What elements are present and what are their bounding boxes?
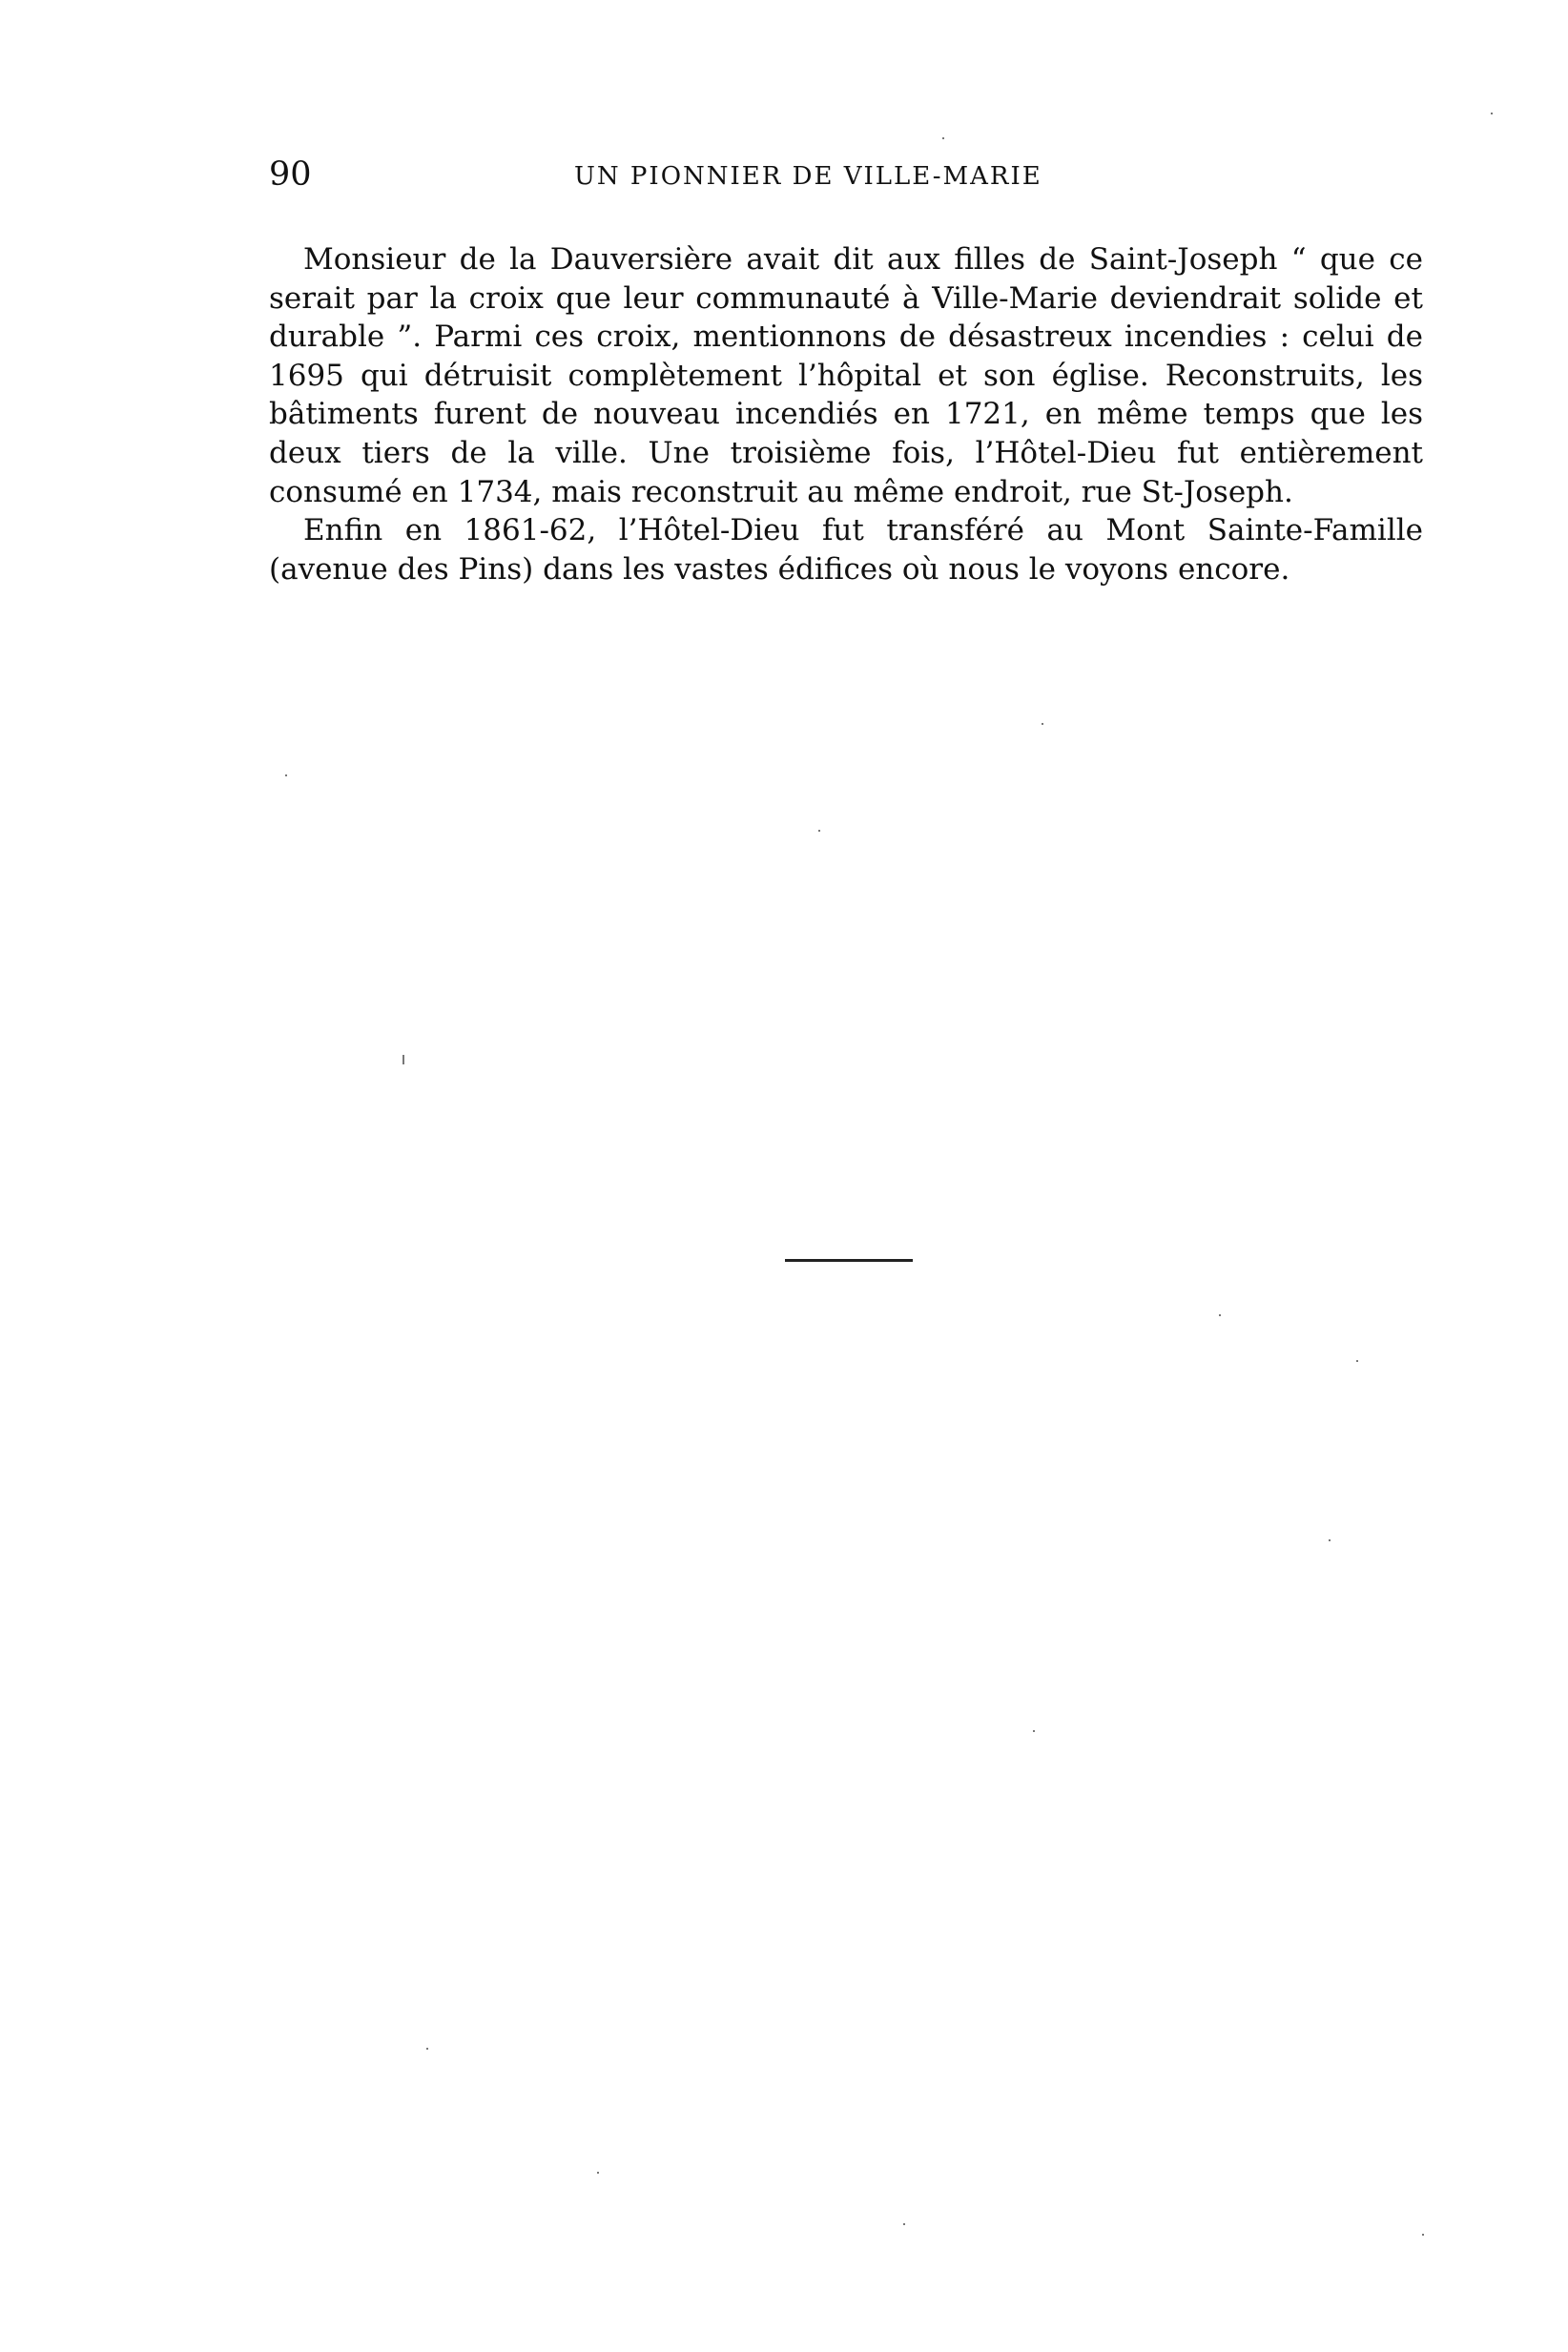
scan-speck [1422,2234,1424,2236]
scan-speck [597,2172,599,2174]
paragraph: Enfin en 1861-62, l’Hôtel-Dieu fut transféré au Mont Sainte-Famille (avenue des Pins) dans les vastes édifices où nous le voyons encore. [269,513,1423,587]
scan-speck [818,830,820,832]
scan-speck [942,137,944,139]
scan-speck [1329,1539,1331,1541]
running-head: UN PIONNIER DE VILLE-MARIE [574,162,1042,191]
scan-speck [1356,1360,1358,1362]
scan-speck [285,774,287,776]
paragraph: Monsieur de la Dauversière avait dit aux filles de Saint-Joseph “ que ce serait par la croix que leur communauté à Ville-Marie deviendrait solide et durable ”. Parmi ces croix, mentionnons de désastreux incendies : celui de 1695 qui détruisit complètement l’hôpital et son église. Reconstruits, les bâtiments furent de nouveau incendiés en 1721, en même temps que les deux tiers de la ville. Une troisième fois, l’Hôtel-Dieu fut entièrement consumé en 1734, mais reconstruit au même endroit, rue St-Joseph. [269,242,1423,509]
page-number: 90 [269,155,312,194]
scan-speck [426,2048,428,2050]
scan-speck [1042,723,1043,725]
section-separator [785,1259,913,1262]
scan-speck [402,1055,404,1064]
scan-speck [1219,1314,1221,1316]
scan-speck [1033,1730,1035,1732]
page-header [269,151,1423,198]
scan-speck [1491,113,1493,114]
scan-speck [903,2223,905,2225]
body-text [269,240,1423,588]
